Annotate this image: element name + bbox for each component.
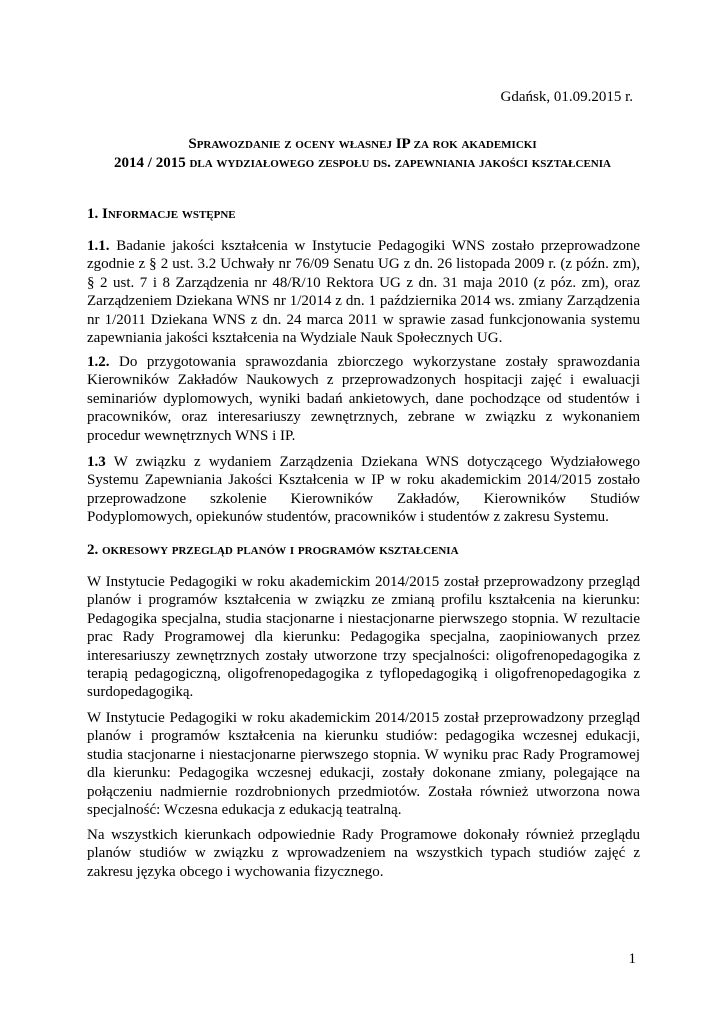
paragraph-1-3 bbox=[87, 453, 640, 527]
document-title-line-1: Sprawozdanie z oceny własnej IP za rok akademicki bbox=[188, 136, 537, 152]
section-2-heading: 2. okresowy przegląd planów i programów kształcenia bbox=[87, 542, 459, 558]
page-number: 1 bbox=[628, 951, 636, 967]
section-2-paragraph-3: Na wszystkich kierunkach odpowiednie Rady Programowe dokonały również przeglądu planów studiów w związku z wprowadzeniem na wszystkich typach studiów zajęć z zakresu języka obcego i wychowania fizycznego. bbox=[87, 827, 640, 880]
paragraph-number: 1.2. bbox=[87, 354, 110, 370]
paragraph-number: 1.1. bbox=[87, 238, 110, 254]
section-2-paragraph-2: W Instytucie Pedagogiki w roku akademickim 2014/2015 został przeprowadzony przegląd planów i programów kształcenia na kierunku studiów: pedagogika wczesnej edukacji, studia stacjonarne i niestacjonarne pierwszego stopnia. W wyniku prac Rady Programowej dla kierunku: Pedagogika wczesnej edukacji, zostały dokonane zmiany, polegające na połączeniu nadmiernie rozdrobnionych przedmiotów. Została również utworzona nowa specjalność: Wczesna edukacja z edukacją teatralną. bbox=[87, 710, 640, 819]
paragraph-1-2 bbox=[87, 353, 640, 445]
paragraph-text: Badanie jakości kształcenia w Instytucie Pedagogiki WNS zostało przeprowadzone zgodnie z § 2 ust. 3.2 Uchwały nr 76/09 Senatu UG z dn. 26 listopada 2009 r. (z późn. zm), § 2 ust. 7 i 8 Zarządzenia nr 48/R/10 Rektora UG z dn. 31 maja 2010 (z póz. zm), oraz Zarządzeniem Dziekana WNS nr 1/2014 z dn. 1 października 2014 ws. zmiany Zarządzenia nr 1/2011 Dziekana WNS z dn. 24 marca 2011 w sprawie zasad funkcjonowania systemu zapewniania jakości kształcenia na Wydziale Nauk Społecznych UG. bbox=[87, 238, 641, 347]
document-title bbox=[70, 135, 655, 173]
document-title-line-2: 2014 / 2015 dla wydziałowego zespołu ds. zapewniania jakości kształcenia bbox=[114, 155, 611, 171]
paragraph-text: Do przygotowania sprawozdania zbiorczego wykorzystane zostały sprawozdania Kierowników Zakładów Naukowych z przeprowadzonych hospitacji zajęć i ewaluacji seminariów dyplomowych, wyniki badań ankietowych, dane pochodzące od studentów i pracowników, oraz interesariuszy zewnętrznych, zebrane w związku z wykonaniem procedur wewnętrznych WNS i IP. bbox=[87, 354, 641, 444]
paragraph-1-1 bbox=[87, 237, 640, 347]
document-date: Gdańsk, 01.09.2015 r. bbox=[500, 89, 633, 105]
paragraph-number: 1.3 bbox=[87, 454, 106, 470]
paragraph-text: W związku z wydaniem Zarządzenia Dziekana WNS dotyczącego Wydziałowego Systemu Zapewniania Jakości Kształcenia w IP w roku akademickim 2014/2015 zostało przeprowadzone szkolenie Kierowników Zakładów, Kierowników Studiów Podyplomowych, opiekunów studentów, pracowników i studentów z zakresu Systemu. bbox=[87, 454, 640, 526]
section-2-paragraph-1: W Instytucie Pedagogiki w roku akademickim 2014/2015 został przeprowadzony przegląd planów i programów kształcenia w związku ze zmianą profilu kształcenia na kierunku: Pedagogika specjalna, studia stacjonarne i niestacjonarne pierwszego stopnia. W rezultacie prac Rady Programowej dla kierunku: Pedagogika specjalna, zaopiniowanych przez interesariuszy zewnętrznych zostały utworzone trzy specjalności: oligofrenopedagogika z terapią pedagogiczną, oligofrenopedagogika z tyflopedagogiką i oligofrenopedagogika z surdopedagogiką. bbox=[87, 574, 640, 701]
section-1-heading: 1. Informacje wstępne bbox=[87, 206, 236, 222]
